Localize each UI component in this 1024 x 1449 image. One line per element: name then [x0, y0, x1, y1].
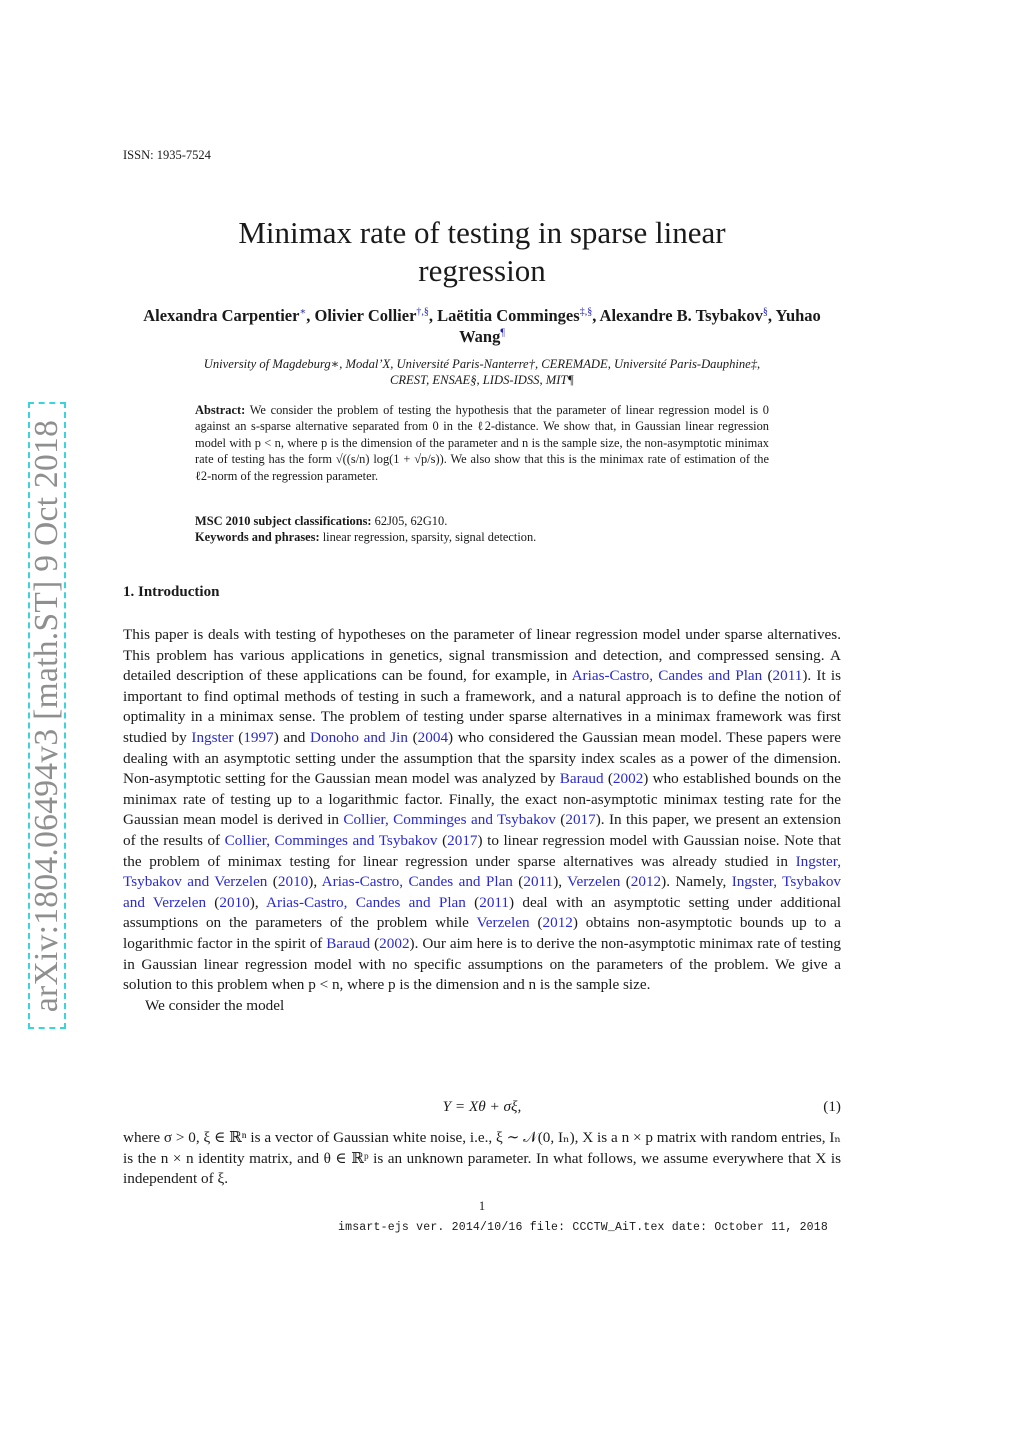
citation-year-link[interactable]: 2012 [542, 914, 573, 932]
citation-link[interactable]: Arias-Castro, Candes and Plan [321, 873, 513, 891]
citation-link[interactable]: Arias-Castro, Candes and Plan [266, 893, 466, 911]
paragraph: We consider the model [145, 996, 285, 1014]
classifications [195, 513, 769, 546]
affiliations [118, 356, 846, 388]
author-footnote-mark[interactable]: †,§ [416, 306, 429, 318]
text-run: and [278, 728, 311, 746]
text-run: to linear regression model with Gaussian noise. Note that the problem of minimax testing for linear regression under sparse alternatives was already studied in [123, 831, 841, 870]
citation-year-link[interactable]: 2011 [523, 873, 554, 891]
msc-value: 62J05, 62G10. [374, 514, 448, 528]
author-name: Laëtitia Comminges [437, 306, 580, 325]
equation: Y = Xθ + σξ, [442, 1098, 522, 1115]
citation-link[interactable]: Ingster, Tsybakov and Verzelen [123, 852, 841, 891]
abstract-label: Abstract: [195, 403, 246, 417]
citation-year-link[interactable]: 2010 [277, 873, 309, 891]
text-run: . In this paper, we present an extension of the results of [123, 811, 841, 849]
equation-number: (1) [823, 1098, 841, 1115]
text-run: This paper is deals with testing of hypotheses on the parameter of linear regression model under sparse alternatives. This problem has various applications in genetics, signal transmission and detection, and compressed sensing. A detailed description of these applications can be found, for example, in [123, 626, 841, 685]
citation-year-link[interactable]: 2012 [630, 873, 662, 891]
author-list: Alexandra Carpentier∗, Olivier Collier†,§, Laëtitia Comminges‡,§, Alexandre B. Tsybakov§, Yuhao Wang¶ [143, 306, 821, 346]
citation-year-link[interactable]: 2011 [479, 893, 510, 911]
text-run: , [254, 893, 267, 911]
author-name: Alexandra Carpentier [143, 306, 300, 325]
author-footnote-mark[interactable]: ∗ [299, 306, 307, 318]
citation-link[interactable]: Arias-Castro, Candes and Plan [571, 667, 763, 685]
intro-text [123, 625, 841, 1016]
arxiv-identifier[interactable]: arXiv:1804.06494v3 [math.ST] 9 Oct 2018 [28, 419, 65, 1013]
citation-year-link[interactable]: 2002 [379, 934, 410, 952]
citation-year-link[interactable]: 1997 [243, 728, 274, 746]
citation-link[interactable]: Baraud [326, 934, 371, 952]
text-run: . Namely, [666, 873, 732, 891]
text-run: who considered the Gaussian mean model. These papers were dealing with an asymptotic setting under the assumption that the sparsity index scales as a power of the dimension. Non-asymptotic setting for the Gaussian mean model was analyzed by [123, 728, 842, 788]
citation-year-link[interactable]: 2017 [447, 831, 478, 849]
author-footnote-mark[interactable]: ‡,§ [579, 306, 593, 318]
citation-link[interactable]: Collier, Comminges and Tsybakov [343, 811, 556, 829]
section-heading: 1. Introduction [123, 584, 220, 600]
text-run: , [313, 873, 322, 891]
author-name: Yuhao Wang [459, 306, 821, 346]
text-run: deal with an asymptotic setting under additional assumptions on the parameters of the problem while [123, 893, 842, 932]
text-run: who established bounds on the minimax rate of testing up to a logarithmic factor. Finally, the exact non-asymptotic minimax testing rate for the Gaussian mean model is derived in [123, 770, 841, 829]
author-name: Olivier Collier [314, 306, 417, 325]
msc-label: MSC 2010 subject classifications: [195, 514, 372, 528]
abstract [195, 402, 769, 484]
text-run: . It is important to find optimal methods of testing in such a framework, and a natural approach is to define the notion of optimality in a minimax sense. The problem of testing under sparse alternatives in a minimax framework was first studied by [123, 667, 841, 746]
affiliation-line-1: University of Magdeburg∗, Modal’X, Université Paris-Nanterre†, CEREMADE, Université Paris-Dauphine‡, [203, 357, 761, 371]
paragraph: where σ > 0, ξ ∈ ℝⁿ is a vector of Gaussian white noise, i.e., ξ ∼ 𝒩(0, Iₙ), X is a n × p matrix with random entries, Iₙ is the n × n identity matrix, and θ ∈ ℝᵖ is an unknown parameter. In what follows, we assume everywhere that X is independent of ξ. [123, 1129, 841, 1188]
citation-year-link[interactable]: 2002 [612, 770, 644, 788]
text-run: , [558, 873, 568, 891]
citation-year-link[interactable]: 2017 [565, 811, 596, 829]
page-number: 1 [478, 1199, 486, 1213]
citation-year-link[interactable]: 2010 [219, 893, 250, 911]
abstract-text: We consider the problem of testing the hypothesis that the parameter of linear regression model is 0 against an s-sparse alternative separated from 0 in the ℓ2-distance. We show that, in Gaussian linear regression model with p < n, where p is the dimension of the parameter and n is the sample size, the non-asymptotic minimax rate of testing has the form √((s/n) log(1 + √p/s)). We also show that this is the minimax rate of estimation of the ℓ2-norm of the regression parameter. [195, 403, 769, 483]
citation-link[interactable]: Verzelen [567, 873, 621, 891]
title-line-1: Minimax rate of testing in sparse linear [238, 215, 726, 250]
citation-link[interactable]: Baraud [559, 770, 604, 788]
keywords-value: linear regression, sparsity, signal detection. [322, 530, 537, 545]
keywords-line [195, 529, 769, 545]
text-run: obtains non-asymptotic bounds up to a logarithmic factor in the spirit of [123, 914, 841, 952]
paragraph: This paper is deals with testing of hypotheses on the parameter of linear regression model under sparse alternatives. This problem has various applications in genetics, signal transmission and detection, and compressed sensing. A detailed description of these applications can be found, for example, in Arias-Castro, Candes and Plan (2011). It is important to find optimal methods of testing in such a framework, and a natural approach is to define the notion of optimality in a minimax sense. The problem of testing under sparse alternatives in a minimax framework was first studied by Ingster (1997) and Donoho and Jin (2004) who considered the Gaussian mean model. These papers were dealing with an asymptotic setting under the assumption that the sparsity index scales as a power of the dimension. Non-asymptotic setting for the Gaussian mean model was analyzed by Baraud (2002) who established bounds on the minimax rate of testing up to a logarithmic factor. Finally, the exact non-asymptotic minimax testing rate for the Gaussian mean model is derived in Collier, Comminges and Tsybakov (2017). In this paper, we present an extension of the results of Collier, Comminges and Tsybakov (2017) to linear regression model with Gaussian noise. Note that the problem of minimax testing for linear regression under sparse alternatives was already studied in Ingster, Tsybakov and Verzelen (2010), Arias-Castro, Candes and Plan (2011), Verzelen (2012). Namely, Ingster, Tsybakov and Verzelen (2010), Arias-Castro, Candes and Plan (2011) deal with an asymptotic setting under additional assumptions on the parameters of the problem while Verzelen (2012) obtains non-asymptotic bounds up to a logarithmic factor in the spirit of Baraud (2002). Our aim here is to derive the non-asymptotic minimax rate of testing in Gaussian linear regression model with no specific assumptions on the parameters of the problem. We give a solution to this problem when p < n, where p is the dimension and n is the sample size. [123, 626, 842, 994]
citation-link[interactable]: Donoho and Jin [310, 728, 408, 746]
affiliation-line-2: CREST, ENSAE§, LIDS-IDSS, MIT¶ [389, 373, 575, 387]
author-name: Alexandre B. Tsybakov [599, 306, 763, 325]
issn: ISSN: 1935-7524 [123, 148, 211, 162]
equation-block [123, 1098, 841, 1120]
title-line-2: regression [418, 253, 546, 288]
paper-title [150, 214, 814, 290]
author-footnote-mark[interactable]: ¶ [500, 327, 505, 339]
citation-year-link[interactable]: 2011 [772, 667, 803, 685]
text-run: . Our aim here is to derive the non-asymptotic minimax rate of testing in Gaussian linear regression model with no specific assumptions on the parameters of the problem. We give a solution to this problem when p < n, where p is the dimension and n is the sample size. [123, 934, 841, 994]
citation-year-link[interactable]: 2004 [417, 728, 449, 746]
msc-line [195, 513, 769, 529]
citation-link[interactable]: Collier, Comminges and Tsybakov [224, 831, 438, 849]
author-footnote-mark[interactable]: § [762, 306, 768, 318]
citation-link[interactable]: Ingster [191, 728, 234, 746]
citation-link[interactable]: Ingster, Tsybakov and Verzelen [123, 873, 842, 911]
keywords-label: Keywords and phrases: [195, 530, 320, 545]
citation-link[interactable]: Verzelen [476, 914, 530, 932]
imsart-footer: imsart-ejs ver. 2014/10/16 file: CCCTW_AiT.tex date: October 11, 2018 [338, 1221, 828, 1234]
